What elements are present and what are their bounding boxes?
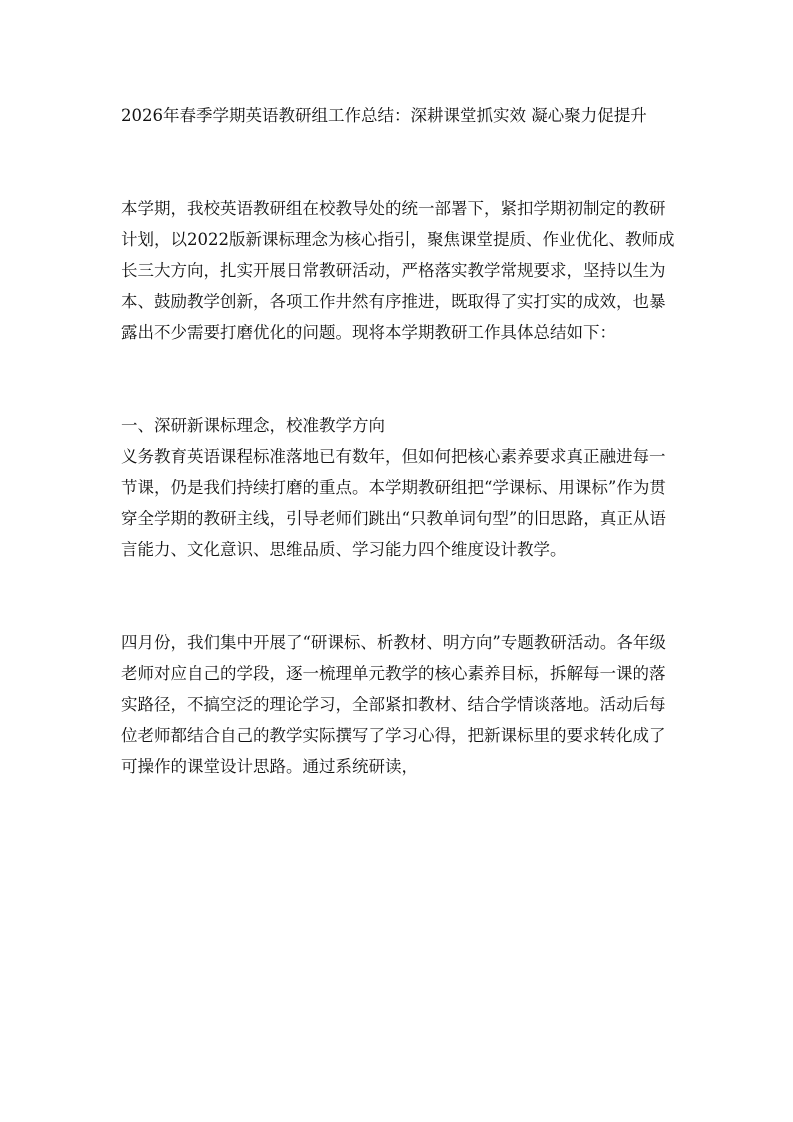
intro-paragraph: 本学期，我校英语教研组在校教导处的统一部署下，紧扣学期初制定的教研计划，以2022版新课标理念为核心指引，聚焦课堂提质、作业优化、教师成长三大方向，扎实开展日常教研活动，严格落实教学常规要求，坚持以生为本、鼓励教学创新，各项工作井然有序推进，既取得了实打实的成效，也暴露出不少需要打磨优化的问题。现将本学期教研工作具体总结如下： [121,199,675,342]
document-body [121,100,681,782]
spacer [121,131,681,193]
spacer [121,565,681,627]
document-title: 2026年春季学期英语教研组工作总结：深耕课堂抓实效 凝心聚力促提升 [121,106,647,125]
section-1-paragraph-2: 四月份，我们集中开展了“研课标、析教材、明方向”专题教研活动。各年级老师对应自己的学段，逐一梳理单元教学的核心素养目标，拆解每一课的落实路径，不搞空泛的理论学习，全部紧扣教材、结合学情谈落地。活动后每位老师都结合自己的教学实际撰写了学习心得，把新课标里的要求转化成了可操作的课堂设计思路。通过系统研读， [121,633,666,776]
section-1-paragraph-1: 义务教育英语课程标准落地已有数年，但如何把核心素养要求真正融进每一节课，仍是我们持续打磨的重点。本学期教研组把“学课标、用课标”作为贯穿全学期的教研主线，引导老师们跳出“只教单词句型”的旧思路，真正从语言能力、文化意识、思维品质、学习能力四个维度设计教学。 [121,447,666,559]
section-1-heading: 一、深研新课标理念，校准教学方向 [121,416,385,435]
spacer [121,348,681,410]
